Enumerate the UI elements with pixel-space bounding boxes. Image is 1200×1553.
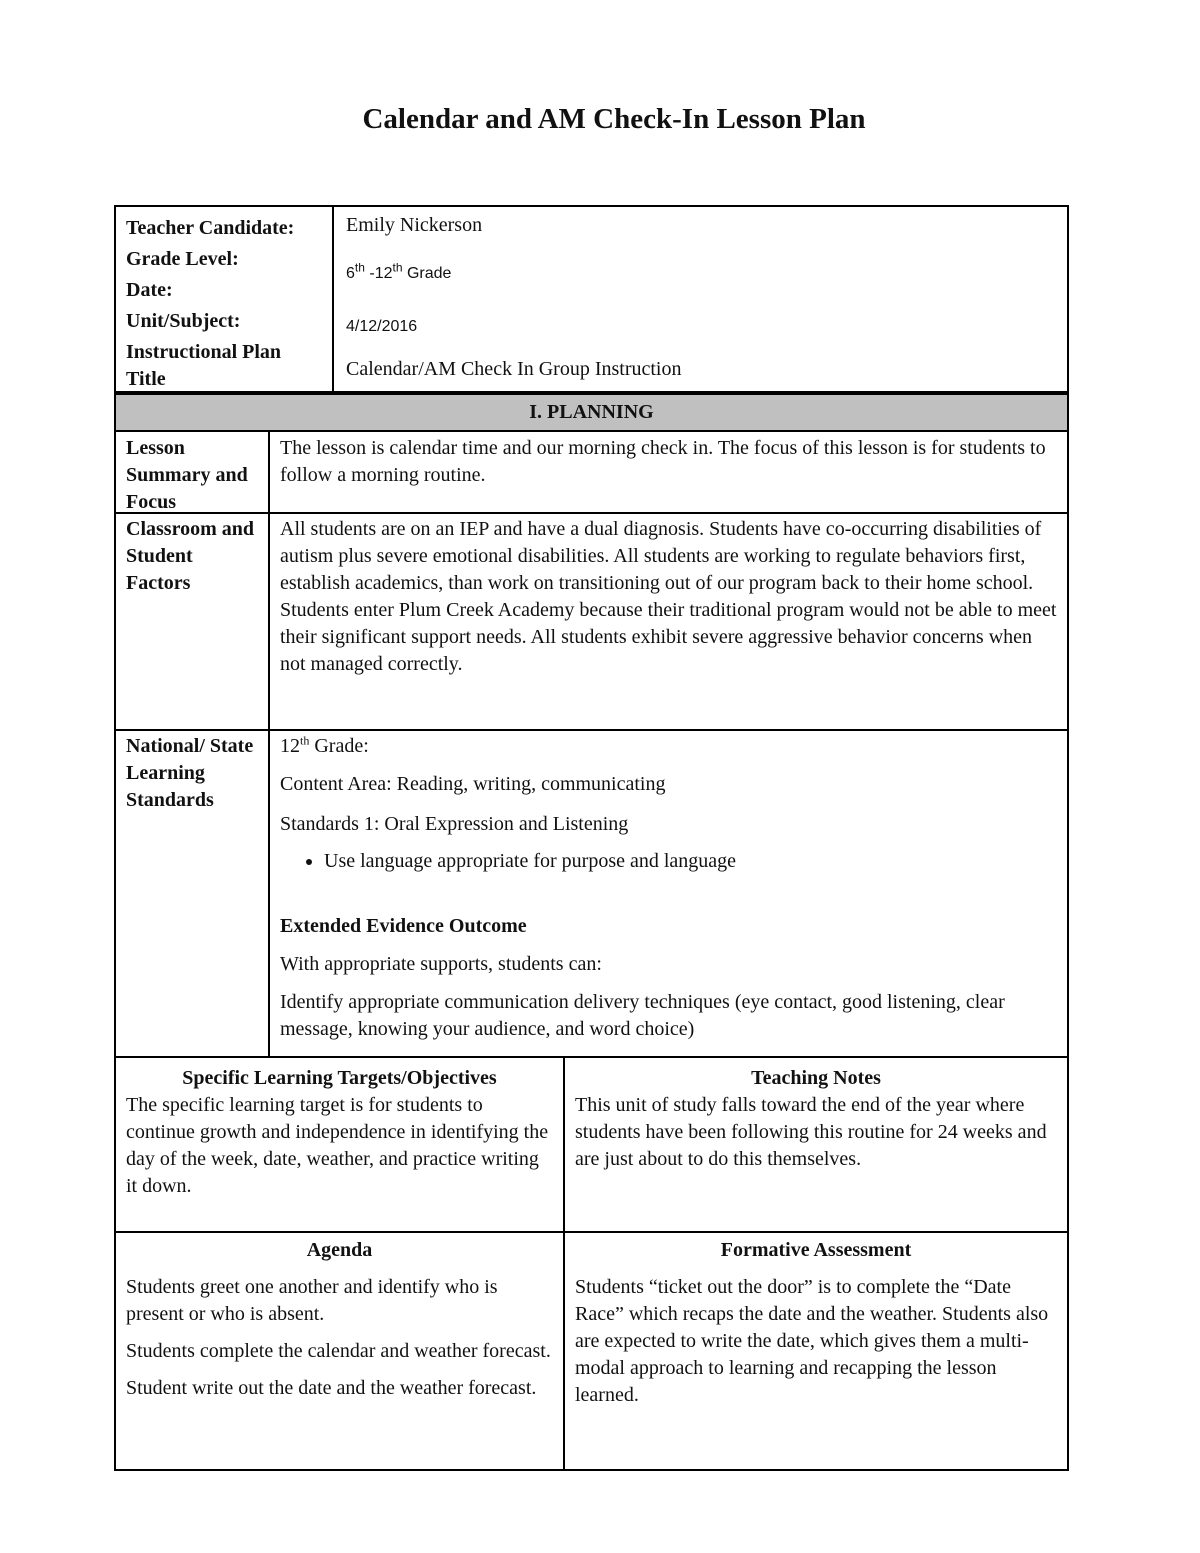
targets-text: The specific learning target is for students to continue growth and independence in identifying the day of the week, date, weather, and practice writing it down.: [126, 1094, 549, 1197]
agenda-item: Student write out the date and the weather forecast.: [126, 1377, 537, 1399]
agenda-item: Students complete the calendar and weather forecast.: [126, 1340, 551, 1362]
targets-heading: Specific Learning Targets/Objectives: [182, 1067, 497, 1089]
agenda-cell: [114, 1231, 565, 1471]
plan-label-2: Title: [126, 368, 166, 390]
assessment-text: Students “ticket out the door” is to complete the “Date Race” which recaps the date and the weather. Students also are expected to write the date, which gives them a multi-modal approach to learning and recapping the lesson learned.: [575, 1276, 1049, 1406]
notes-text: This unit of study falls toward the end of the year where students have been following this routine for 24 weeks and are just about to do this themselves.: [575, 1094, 1047, 1170]
unit-label: Unit/Subject:: [126, 310, 241, 332]
date-label: Date:: [126, 279, 173, 301]
notes-cell: [563, 1056, 1069, 1233]
teacher-name: Emily Nickerson: [346, 214, 483, 236]
factors-label: Classroom and Student Factors: [114, 512, 270, 731]
summary-text: The lesson is calendar time and our morning check in. The focus of this lesson is for students to follow a morning routine.: [268, 430, 1069, 514]
factors-text: All students are on an IEP and have a dual diagnosis. Students have co-occurring disabilities of autism plus severe emotional disabilities. All students are working to regulate behaviors first, establish academics, than work on transitioning out of our program back to their home school. Students enter Plum Creek Academy because their traditional program would not be able to meet their significant support needs. All students exhibit severe aggressive behavior concerns when not managed correctly.: [268, 512, 1069, 731]
eeo-intro: With appropriate supports, students can:: [280, 953, 602, 975]
plan-title: Calendar/AM Check In Group Instruction: [346, 358, 682, 380]
content-area: Content Area: Reading, writing, communicating: [280, 773, 666, 795]
header-values: [332, 205, 1069, 393]
teacher-label: Teacher Candidate:: [126, 217, 295, 239]
eeo-heading: Extended Evidence Outcome: [280, 915, 527, 937]
grade-level: 6th -12th Grade: [346, 260, 452, 282]
standard-name: Standards 1: Oral Expression and Listening: [280, 813, 629, 835]
planning-heading: I. PLANNING: [114, 393, 1069, 432]
targets-cell: [114, 1056, 565, 1233]
summary-label: Lesson Summary and Focus: [114, 430, 270, 514]
standard-bullet: • Use language appropriate for purpose and language: [324, 848, 1057, 875]
agenda-heading: Agenda: [306, 1239, 373, 1261]
grade-label: Grade Level:: [126, 248, 239, 270]
eeo-text: Identify appropriate communication delivery techniques (eye contact, good listening, clear message, knowing your audience, and word choice): [280, 991, 1005, 1040]
header-labels: [114, 205, 334, 393]
agenda-item: Students greet one another and identify who is present or who is absent.: [126, 1276, 498, 1325]
standards-grade: 12th Grade:: [280, 733, 369, 757]
plan-label: Instructional Plan: [126, 341, 282, 363]
standards-label: National/ State Learning Standards: [114, 729, 270, 1058]
assessment-heading: Formative Assessment: [720, 1239, 912, 1261]
page-title: Calendar and AM Check-In Lesson Plan: [362, 103, 866, 135]
assessment-cell: [563, 1231, 1069, 1471]
notes-heading: Teaching Notes: [751, 1067, 881, 1089]
standards-content: [268, 729, 1069, 1058]
lesson-date: 4/12/2016: [346, 318, 418, 335]
